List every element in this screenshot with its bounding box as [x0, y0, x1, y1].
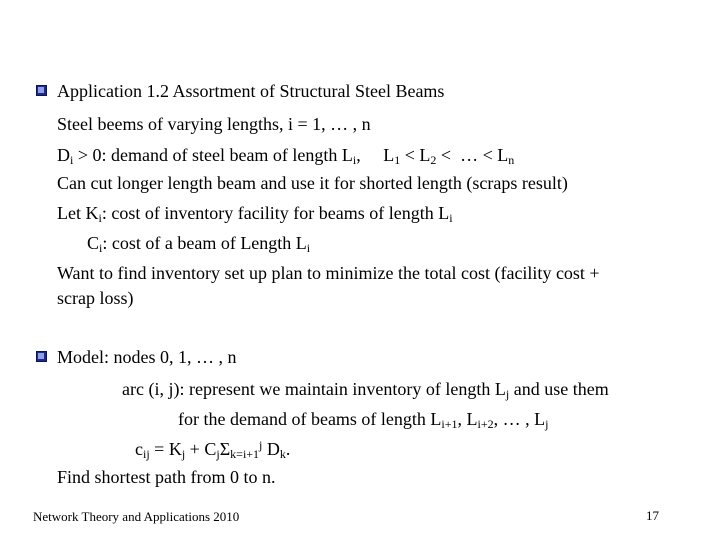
application-line-6: $C_i$: cost of a beam of Length $L_i$	[87, 233, 311, 255]
model-heading: Model: nodes 0, 1, … , n	[57, 347, 237, 367]
application-line-2: Steel beems of varying lengths, i = 1, … , n	[57, 114, 371, 134]
application-line-3: $D_i > 0$: demand of steel beam of length $L_i$, $L_1 < L_2$ < … < $L_n$	[57, 145, 515, 167]
model-line-2: arc (i, j): represent we maintain inventory of length $L_j$ and use them	[122, 379, 609, 401]
application-line-8: scrap loss)	[57, 288, 134, 308]
application-line-4: Can cut longer length beam and use it for shorted length (scraps result)	[57, 173, 568, 193]
application-line-5: Let $K_i$: cost of inventory facility for beams of length $L_i$	[57, 203, 453, 225]
application-line-7: Want to find inventory set up plan to minimize the total cost (facility cost +	[57, 263, 600, 283]
page-number: 17	[646, 508, 659, 523]
model-line-5: Find shortest path from 0 to n.	[57, 467, 276, 487]
cost-formula: $c_{ij} = K_j + C_j\Sigma_{k=i+1}^j$ $D_k$.	[135, 438, 291, 461]
model-line-3: for the demand of beams of length $L_{i+1}$, $L_{i+2}$, … , $L_j$	[178, 409, 549, 431]
footer-title: Network Theory and Applications 2010	[33, 509, 240, 524]
bullet-icon	[36, 351, 47, 362]
application-heading: Application 1.2 Assortment of Structural Steel Beams	[57, 81, 445, 101]
bullet-icon	[36, 85, 47, 96]
